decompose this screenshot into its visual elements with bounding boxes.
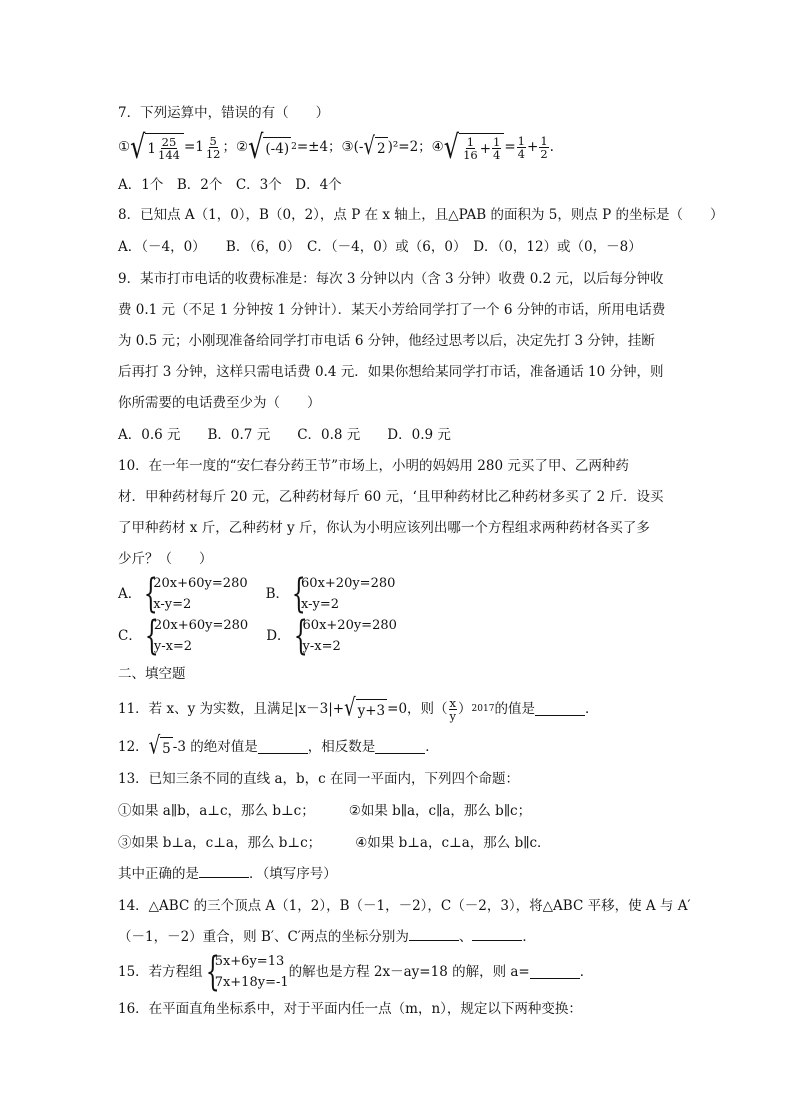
q8-options: A．（－4，0） B．（6，0） C．（－4，0）或（6，0） D．（0，12）或（0，－8） bbox=[118, 239, 642, 255]
answer-blank[interactable] bbox=[530, 966, 580, 979]
q9-line: 你所需要的电话费至少为（ ） bbox=[118, 395, 321, 411]
answer-blank[interactable] bbox=[258, 741, 308, 754]
q13-props-12: ①如果 a∥b，a⊥c，那么 b⊥c； ②如果 b∥a，c∥a，那么 b∥c； bbox=[118, 803, 532, 819]
brace-icon: { bbox=[291, 571, 306, 617]
answer-blank[interactable] bbox=[375, 741, 425, 754]
circled-2: ② bbox=[236, 139, 249, 155]
q9-line: 9．某市打市电话的收费标准是：每次 3 分钟以内（含 3 分钟）收费 0.2 元，以后每分钟收 bbox=[118, 271, 664, 287]
sqrt-expression-3: √ 2 bbox=[364, 135, 388, 159]
q10-line: 了甲种药材 x 斤，乙种药材 y 斤，你认为小明应该列出哪一个方程组求两种药材各买了多 bbox=[118, 520, 650, 536]
radical-sign-icon: √ bbox=[443, 128, 460, 166]
radical-sign-icon: √ bbox=[248, 128, 264, 166]
fraction: $\frac{1}{2}$ bbox=[540, 133, 548, 161]
q15: 15．若方程组 { 5x+6y=13 7x+18y=-1 的解也是方程 2x－ay=18 的解，则 a= ． bbox=[118, 949, 594, 995]
equation-system: { 60x+20y=280 y-x=2 bbox=[293, 613, 397, 659]
q10-options-cd bbox=[118, 614, 397, 658]
option-d-label: D． bbox=[266, 628, 291, 644]
section-heading: 二、填空题 bbox=[118, 666, 186, 682]
q7-expressions: ① √ 1 $\frac{25}{144}$ =1 $\frac{5}{12}$ ； ② √ (-4) 2 =±4； ③ (- √ 2 )²=2； ④ √ $\frac{1}{16}$ + $\frac{1}{4}$ = $\frac{1}{4}$ + $\frac{1}{2}$ . bbox=[118, 128, 554, 166]
q9-line: 为 0.5 元；小刚现准备给同学打市电话 6 分钟，他经过思考以后，决定先打 3 分钟，挂断 bbox=[118, 333, 655, 349]
q13-answer: 其中正确的是 ．（填写序号） bbox=[118, 866, 337, 882]
q14-line1: 14．△ABC 的三个顶点 A（1，2），B（－1，－2），C（－2，3），将△ABC 平移，使 A 与 A′ bbox=[118, 898, 691, 914]
q9-line: 费 0.1 元（不足 1 分钟按 1 分钟计）．某天小芳给同学打了一个 6 分钟的市话，所用电话费 bbox=[118, 302, 666, 318]
radical-sign-icon: √ bbox=[363, 132, 375, 161]
equation-system: { 5x+6y=13 7x+18y=-1 bbox=[205, 949, 289, 995]
fraction: $\frac{25}{144}$ bbox=[158, 135, 180, 162]
q10-line: 少斤？（ ） bbox=[118, 551, 213, 567]
q14-line2: （－1，－2）重合，则 B′、C′两点的坐标分别为 、 ． bbox=[118, 929, 536, 945]
q7-options: A．1个 B．2个 C．3个 D．4个 bbox=[118, 177, 342, 193]
sqrt-expression-2: √ (-4) bbox=[248, 128, 290, 166]
option-b-label: B． bbox=[265, 586, 290, 602]
option-c-label: C． bbox=[118, 628, 142, 644]
answer-blank[interactable] bbox=[472, 928, 522, 941]
q10-options-ab bbox=[118, 572, 395, 616]
q13-props-34: ③如果 b⊥a，c⊥a，那么 b⊥c； ④如果 b⊥a，c⊥a，那么 b∥c． bbox=[118, 835, 551, 851]
sqrt-expression-4: √ $\frac{1}{16}$ + $\frac{1}{4}$ bbox=[444, 133, 505, 161]
answer-blank[interactable] bbox=[409, 928, 459, 941]
sqrt-expression-1: √ 1 $\frac{25}{144}$ bbox=[130, 133, 184, 161]
brace-icon: { bbox=[143, 571, 158, 617]
circled-3: ③ bbox=[341, 139, 354, 155]
circled-4: ④ bbox=[431, 139, 444, 155]
q13-stem: 13．已知三条不同的直线 a，b，c 在同一平面内，下列四个命题： bbox=[118, 771, 520, 787]
sqrt-expression: √ 5 bbox=[149, 735, 173, 759]
radical-sign-icon: √ bbox=[130, 128, 146, 166]
q16-stem: 16．在平面直角坐标系中，对于平面内任一点（m，n），规定以下两种变换： bbox=[118, 1001, 582, 1017]
answer-blank[interactable] bbox=[199, 865, 249, 878]
fraction: $\frac{x}{y}$ bbox=[449, 695, 457, 723]
answer-blank[interactable] bbox=[535, 703, 585, 716]
fraction: $\frac{5}{12}$ bbox=[205, 133, 221, 161]
brace-icon: { bbox=[205, 949, 220, 995]
fraction: $\frac{1}{4}$ bbox=[517, 133, 525, 161]
q12: 12． √ 5 -3 的绝对值是 ，相反数是 ． bbox=[118, 736, 439, 758]
brace-icon: { bbox=[293, 613, 308, 659]
option-a-label: A． bbox=[118, 586, 142, 602]
q11: 11．若 x、y 为实数，且满足|x－3|+ √ y+3 =0，则（ $\frac{x}{y}$ ） 2017 的值是 ． bbox=[118, 692, 598, 726]
equation-system: { 20x+60y=280 y-x=2 bbox=[144, 613, 249, 659]
q8-stem: 8．已知点 A（1，0），B（0，2），点 P 在 x 轴上，且△PAB 的面积为 5，则点 P 的坐标是（ ） bbox=[118, 207, 724, 223]
q7-stem: 7．下列运算中，错误的有（ ） bbox=[118, 105, 330, 121]
equation-system: { 20x+60y=280 x-y=2 bbox=[143, 571, 248, 617]
radical-sign-icon: √ bbox=[344, 694, 356, 723]
brace-icon: { bbox=[144, 613, 159, 659]
equation-system: { 60x+20y=280 x-y=2 bbox=[291, 571, 396, 617]
circled-1: ① bbox=[118, 139, 131, 155]
q9-line: 后再打 3 分钟，这样只需电话费 0.4 元．如果你想给某同学打市话，准备通话 10 分钟，则 bbox=[118, 364, 664, 380]
q9-options: A．0.6 元 B．0.7 元 C．0.8 元 D．0.9 元 bbox=[118, 427, 451, 443]
sqrt-expression: √ y+3 bbox=[344, 697, 387, 721]
q10-line: 材．甲种药材每斤 20 元，乙种药材每斤 60 元，‘且甲种药材比乙种药材多买了 2 斤．设买 bbox=[118, 489, 664, 505]
radical-sign-icon: √ bbox=[148, 732, 161, 761]
q10-line: 10．在一年一度的“安仁春分药王节”市场上，小明的妈妈用 280 元买了甲、乙两种药 bbox=[118, 458, 629, 474]
